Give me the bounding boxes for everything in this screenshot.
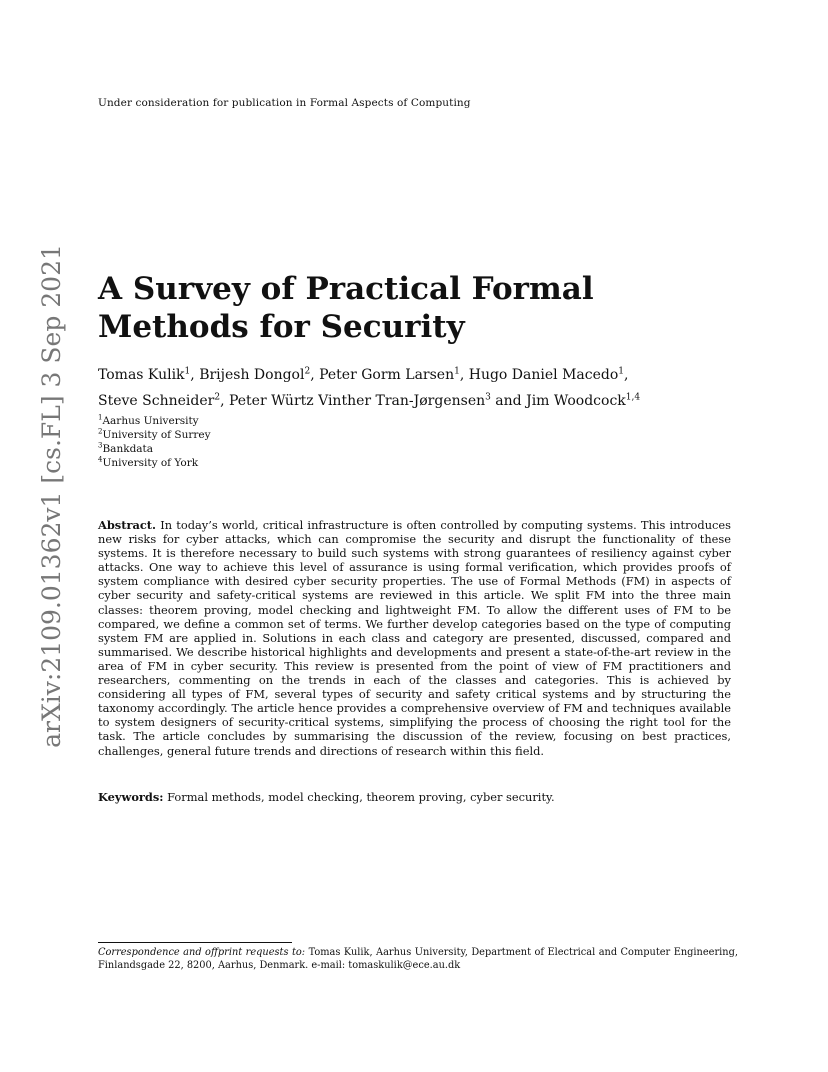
author-affil-sup: 2 [214, 392, 221, 403]
correspondence-footnote [98, 946, 738, 972]
affiliation-item [98, 428, 211, 442]
publication-note: Under consideration for publication in Formal Aspects of Computing [98, 97, 471, 109]
keywords-text: Formal methods, model checking, theorem proving, cyber security. [167, 790, 555, 804]
author-separator: , [310, 367, 320, 383]
affiliation-item [98, 456, 211, 470]
footnote-lead: Correspondence and offprint requests to: [98, 947, 306, 958]
abstract-label: Abstract. [98, 518, 157, 532]
affiliation-name: University of York [102, 457, 199, 469]
author-list [98, 362, 738, 414]
author-affil-sup: 1 [184, 366, 191, 377]
abstract-text: In today’s world, critical infrastructure is often controlled by computing systems. This introduces new risks for cyber attacks, which can compromise the security and disrupt the functionality of these systems. It is therefore necessary to build such systems with strong guarantees of resiliency against cyber attacks. One way to achieve this level of assurance is using formal verification, which provides proofs of system compliance with desired cyber security properties. The use of Formal Methods (FM) in aspects of cyber security and safety-critical systems are reviewed in this article. We split FM into the three main classes: theorem proving, model checking and lightweight FM. To allow the different uses of FM to be compared, we define a common set of terms. We further develop categories based on the type of computing system FM are applied in. Solutions in each class and category are presented, discussed, compared and summarised. We describe historical highlights and developments and present a state-of-the-art review in the area of FM in cyber security. This review is presented from the point of view of FM practitioners and researchers, commenting on the trends in each of the classes and categories. This is achieved by considering all types of FM, several types of security and safety critical systems and by structuring the taxonomy accordingly. The article hence provides a comprehensive overview of FM and techniques available to system designers of security-critical systems, simplifying the process of choosing the right tool for the task. The article concludes by summarising the discussion of the review, focusing on best practices, challenges, general future trends and directions of research within this field. [98, 518, 732, 758]
author-line-2 [98, 388, 738, 414]
keywords [98, 790, 731, 804]
author-affil-sup: 3 [485, 392, 491, 403]
author-separator: and [490, 393, 527, 409]
footnote-rule [98, 942, 292, 943]
paper-title [98, 270, 738, 346]
author-line-1 [98, 362, 738, 388]
author-name: Peter Würtz Vinther Tran-Jørgensen [228, 393, 486, 409]
author-affil-sup: 1 [454, 366, 460, 377]
author-separator: , [220, 393, 229, 409]
affiliation-item [98, 442, 211, 456]
affiliation-name: Bankdata [102, 443, 154, 455]
affiliation-sup: 2 [98, 427, 103, 436]
author-separator: , [190, 367, 200, 383]
author-name: Steve Schneider [98, 393, 215, 409]
author-name: Hugo Daniel Macedo [468, 367, 619, 383]
abstract [98, 518, 731, 758]
author-affil-sup: 1,4 [625, 392, 641, 403]
arxiv-identifier: arXiv:2109.01362v1 [cs.FL] 3 Sep 2021 [37, 244, 66, 748]
author-name: Tomas Kulik [98, 367, 185, 383]
affiliation-list [98, 414, 211, 470]
paper-title-line-2: Methods for Security [98, 309, 465, 345]
affiliation-sup: 1 [98, 413, 103, 422]
affiliation-sup: 3 [98, 441, 103, 450]
author-affil-sup: 1 [618, 366, 625, 377]
affiliation-name: Aarhus University [102, 415, 199, 427]
author-separator: , [459, 367, 469, 383]
paper-title-line-1: A Survey of Practical Formal [98, 271, 594, 307]
affiliation-name: University of Surrey [102, 429, 211, 441]
author-name: Brijesh Dongol [199, 367, 305, 383]
author-affil-sup: 2 [304, 366, 311, 377]
affiliation-sup: 4 [98, 455, 103, 464]
author-name: Jim Woodcock [526, 393, 626, 409]
keywords-label: Keywords: [98, 790, 164, 804]
footnote-text: Tomas Kulik, Aarhus University, Department of Electrical and Computer Engineering, Finlandsgade 22, 8200, Aarhus, Denmark. e-mail: tomaskulik@ece.au.dk [98, 947, 738, 971]
affiliation-item [98, 414, 211, 428]
author-separator: , [624, 367, 629, 383]
author-name: Peter Gorm Larsen [319, 367, 455, 383]
